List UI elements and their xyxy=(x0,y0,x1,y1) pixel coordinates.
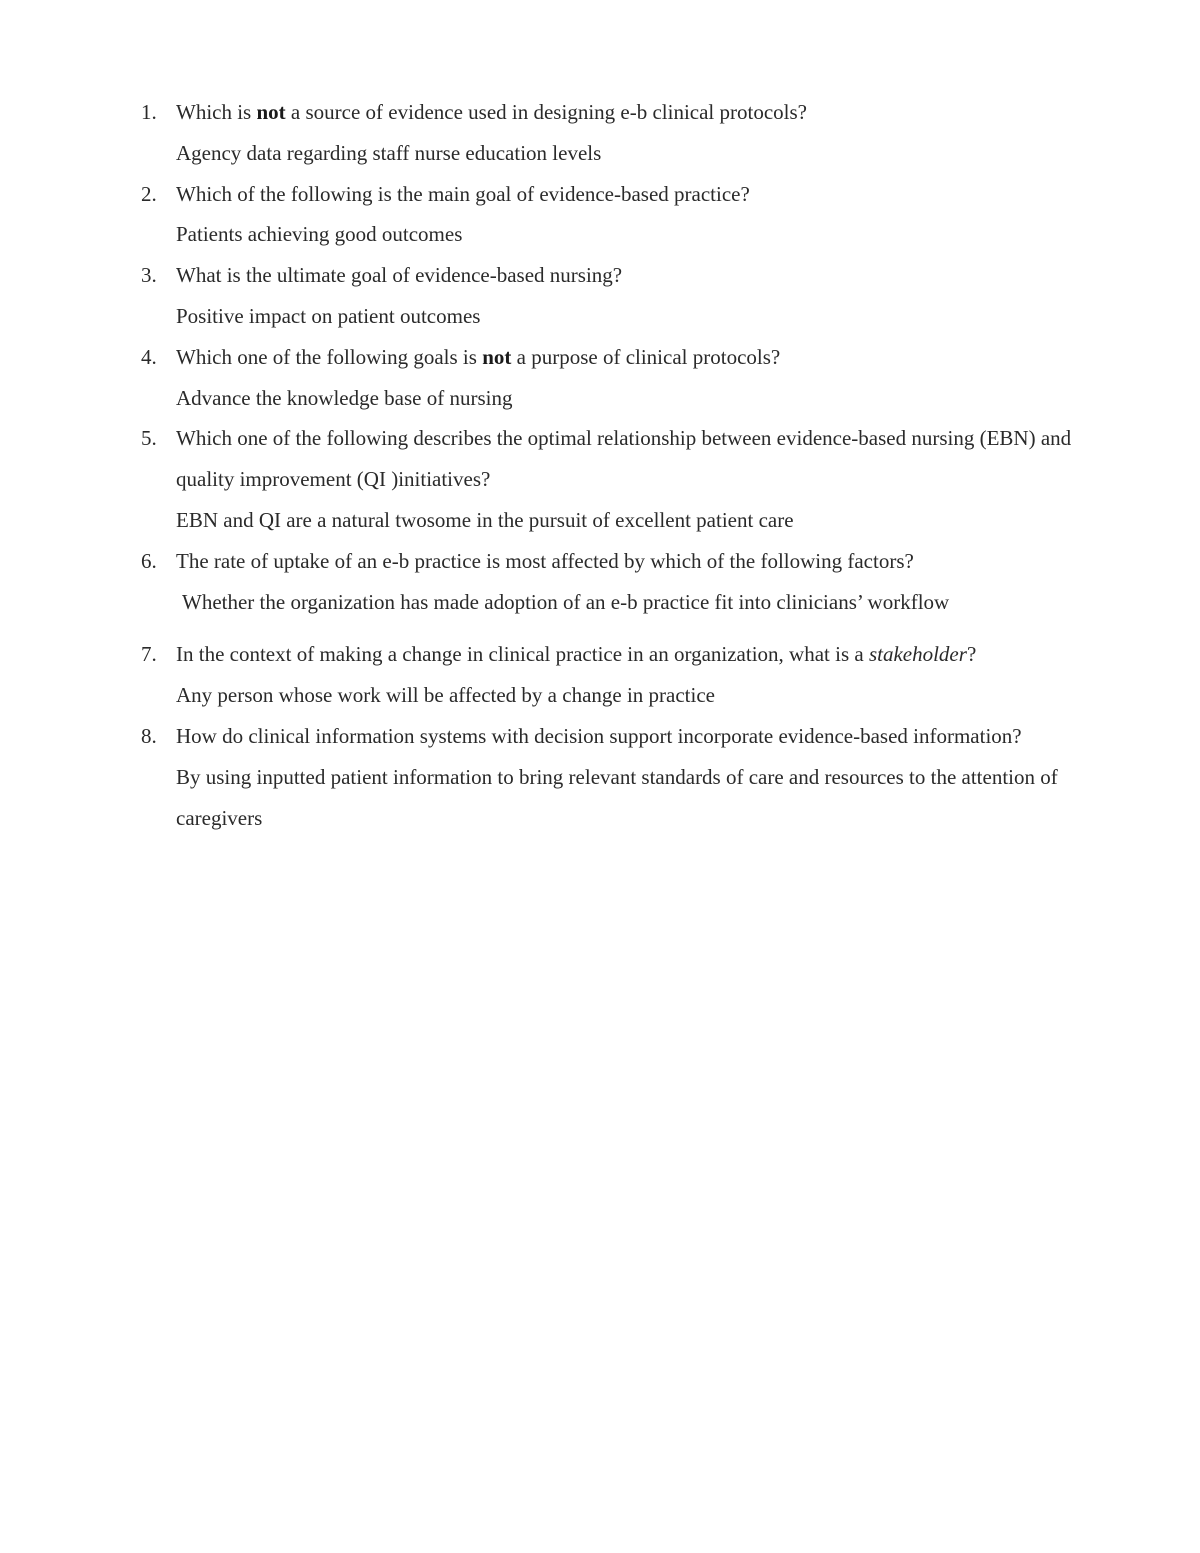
question-text: The rate of uptake of an e-b practice is most affected by which of the following factors? xyxy=(176,548,914,573)
question-text: Which one of the following describes the optimal relationship between evidence-based nursing (EBN) and quality improvement (QI )initiatives? xyxy=(176,426,1072,492)
list-item xyxy=(0,716,1200,838)
question-text xyxy=(176,337,1080,378)
question-text-part: a purpose of clinical protocols? xyxy=(511,344,781,369)
item-number: 1. xyxy=(141,100,157,124)
list-item xyxy=(0,92,1200,174)
question-text: Which of the following is the main goal of evidence-based practice? xyxy=(176,181,750,206)
answer-text: Advance the knowledge base of nursing xyxy=(176,385,513,410)
answer-text: Whether the organization has made adoption of an e-b practice fit into clinicians’ workflow xyxy=(182,589,950,614)
answer-text: By using inputted patient information to bring relevant standards of care and resources to the attention of caregivers xyxy=(176,764,1058,830)
answer-text: Any person whose work will be affected by a change in practice xyxy=(176,683,715,708)
question-answer-list xyxy=(0,92,1200,838)
list-item xyxy=(0,541,1200,623)
item-number: 8. xyxy=(141,723,157,748)
question-text: What is the ultimate goal of evidence-based nursing? xyxy=(176,263,623,288)
list-item xyxy=(0,634,1200,716)
question-text: How do clinical information systems with decision support incorporate evidence-based information? xyxy=(176,723,1022,748)
item-number: 6. xyxy=(141,548,157,573)
emphasis-italic: stakeholder xyxy=(868,642,967,667)
item-number: 4. xyxy=(141,344,157,369)
item-number: 3. xyxy=(141,263,157,288)
answer-text: EBN and QI are a natural twosome in the pursuit of excellent patient care xyxy=(176,507,794,532)
item-number: 7. xyxy=(141,642,157,667)
question-text-part: Which is xyxy=(176,100,257,124)
question-text xyxy=(176,92,1080,133)
question-text-part: a source of evidence used in designing e-b clinical protocols? xyxy=(285,100,807,124)
answer-text: Positive impact on patient outcomes xyxy=(176,303,481,328)
question-text-part: ? xyxy=(966,642,977,667)
item-number: 2. xyxy=(141,181,157,206)
emphasis-bold: not xyxy=(482,344,512,369)
question-text-part: Which one of the following goals is xyxy=(176,344,483,369)
question-text xyxy=(176,634,1080,675)
list-item xyxy=(0,255,1200,337)
list-item xyxy=(0,418,1200,540)
answer-text: Agency data regarding staff nurse education levels xyxy=(176,140,602,165)
item-number: 5. xyxy=(141,426,157,451)
answer-text: Patients achieving good outcomes xyxy=(176,222,463,247)
list-item xyxy=(0,337,1200,419)
emphasis-bold: not xyxy=(256,100,286,124)
question-text-part: In the context of making a change in clinical practice in an organization, what is a xyxy=(176,642,869,667)
list-item xyxy=(0,174,1200,256)
